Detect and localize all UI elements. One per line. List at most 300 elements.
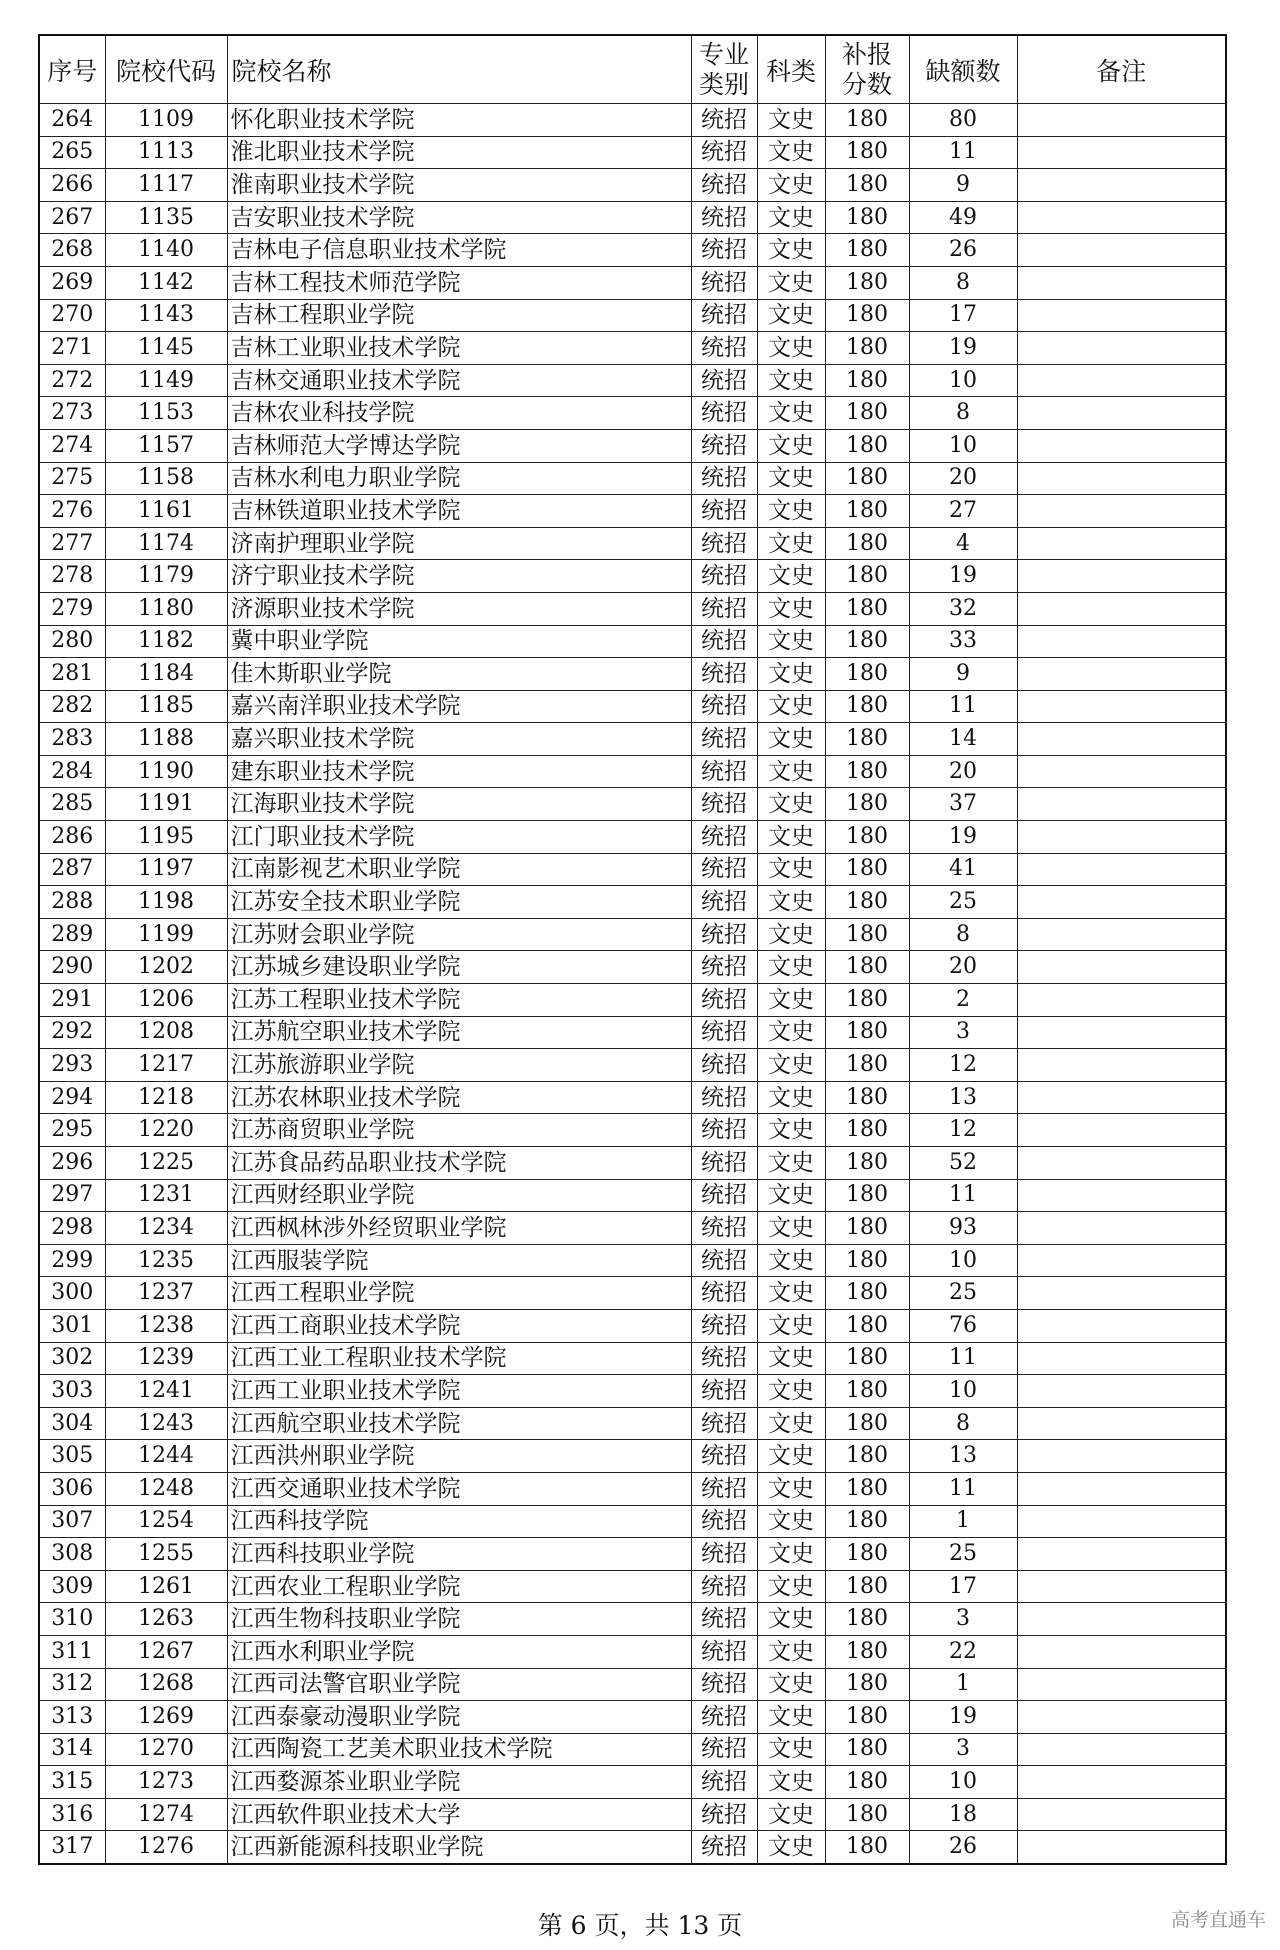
cell-vacancy: 14 [909, 723, 1017, 756]
cell-vacancy: 17 [909, 1570, 1017, 1603]
cell-cat: 统招 [691, 1114, 757, 1147]
cell-seq: 303 [39, 1375, 105, 1408]
table-row [39, 495, 1226, 528]
cell-cat: 统招 [691, 1505, 757, 1538]
cell-remark [1017, 397, 1226, 430]
cell-code: 1158 [105, 462, 227, 495]
cell-remark [1017, 1603, 1226, 1636]
table-row [39, 788, 1226, 821]
cell-remark [1017, 364, 1226, 397]
header-subject: 科类 [757, 35, 825, 104]
header-score-line1: 补报 [841, 39, 892, 69]
cell-remark [1017, 755, 1226, 788]
cell-remark [1017, 201, 1226, 234]
cell-code: 1220 [105, 1114, 227, 1147]
table-row [39, 1212, 1226, 1245]
header-code: 院校代码 [105, 35, 227, 104]
cell-seq: 309 [39, 1570, 105, 1603]
cell-cat: 统招 [691, 1570, 757, 1603]
cell-cat: 统招 [691, 1766, 757, 1799]
cell-subj: 文史 [757, 1309, 825, 1342]
cell-score: 180 [825, 429, 909, 462]
cell-name: 江西工程职业学院 [227, 1277, 691, 1310]
header-category [691, 35, 757, 104]
cell-cat: 统招 [691, 364, 757, 397]
table-row [39, 201, 1226, 234]
cell-score: 180 [825, 1538, 909, 1571]
cell-cat: 统招 [691, 755, 757, 788]
cell-seq: 311 [39, 1635, 105, 1668]
cell-cat: 统招 [691, 1375, 757, 1408]
cell-vacancy: 19 [909, 821, 1017, 854]
cell-code: 1195 [105, 821, 227, 854]
cell-subj: 文史 [757, 1277, 825, 1310]
table-row [39, 1798, 1226, 1831]
table-row [39, 299, 1226, 332]
cell-subj: 文史 [757, 560, 825, 593]
cell-name: 佳木斯职业学院 [227, 658, 691, 691]
cell-code: 1268 [105, 1668, 227, 1701]
cell-cat: 统招 [691, 918, 757, 951]
cell-remark [1017, 1505, 1226, 1538]
cell-vacancy: 1 [909, 1668, 1017, 1701]
cell-score: 180 [825, 1570, 909, 1603]
table-row [39, 951, 1226, 984]
cell-code: 1244 [105, 1440, 227, 1473]
cell-remark [1017, 1081, 1226, 1114]
table-row [39, 1407, 1226, 1440]
cell-name: 江西工商职业技术学院 [227, 1309, 691, 1342]
cell-cat: 统招 [691, 1212, 757, 1245]
table-row [39, 723, 1226, 756]
cell-seq: 265 [39, 136, 105, 169]
cell-remark [1017, 1440, 1226, 1473]
cell-cat: 统招 [691, 1668, 757, 1701]
cell-name: 江西工业工程职业技术学院 [227, 1342, 691, 1375]
cell-vacancy: 8 [909, 397, 1017, 430]
cell-seq: 317 [39, 1831, 105, 1864]
table-row [39, 429, 1226, 462]
cell-name: 嘉兴南洋职业技术学院 [227, 690, 691, 723]
cell-score: 180 [825, 332, 909, 365]
cell-score: 180 [825, 1212, 909, 1245]
cell-code: 1267 [105, 1635, 227, 1668]
cell-name: 江苏安全技术职业学院 [227, 886, 691, 919]
header-name: 院校名称 [227, 35, 691, 104]
cell-remark [1017, 625, 1226, 658]
cell-name: 建东职业技术学院 [227, 755, 691, 788]
cell-vacancy: 49 [909, 201, 1017, 234]
cell-subj: 文史 [757, 266, 825, 299]
cell-remark [1017, 560, 1226, 593]
cell-name: 江南影视艺术职业学院 [227, 853, 691, 886]
cell-code: 1184 [105, 658, 227, 691]
cell-cat: 统招 [691, 1472, 757, 1505]
cell-cat: 统招 [691, 495, 757, 528]
cell-cat: 统招 [691, 886, 757, 919]
cell-score: 180 [825, 136, 909, 169]
cell-score: 180 [825, 169, 909, 202]
cell-cat: 统招 [691, 1798, 757, 1831]
cell-remark [1017, 1375, 1226, 1408]
cell-subj: 文史 [757, 1668, 825, 1701]
cell-vacancy: 25 [909, 1538, 1017, 1571]
cell-subj: 文史 [757, 984, 825, 1017]
cell-remark [1017, 234, 1226, 267]
cell-code: 1199 [105, 918, 227, 951]
cell-remark [1017, 853, 1226, 886]
cell-subj: 文史 [757, 886, 825, 919]
cell-vacancy: 26 [909, 1831, 1017, 1864]
cell-cat: 统招 [691, 560, 757, 593]
cell-code: 1263 [105, 1603, 227, 1636]
header-score [825, 35, 909, 104]
cell-name: 吉林工程技术师范学院 [227, 266, 691, 299]
cell-code: 1142 [105, 266, 227, 299]
cell-vacancy: 25 [909, 886, 1017, 919]
cell-seq: 304 [39, 1407, 105, 1440]
cell-score: 180 [825, 397, 909, 430]
cell-vacancy: 27 [909, 495, 1017, 528]
cell-seq: 286 [39, 821, 105, 854]
cell-seq: 307 [39, 1505, 105, 1538]
cell-cat: 统招 [691, 1081, 757, 1114]
cell-score: 180 [825, 723, 909, 756]
cell-remark [1017, 1147, 1226, 1180]
cell-name: 冀中职业学院 [227, 625, 691, 658]
table-row [39, 136, 1226, 169]
table-row [39, 1766, 1226, 1799]
cell-vacancy: 10 [909, 1375, 1017, 1408]
cell-seq: 285 [39, 788, 105, 821]
cell-code: 1238 [105, 1309, 227, 1342]
admissions-table [38, 34, 1227, 1865]
cell-seq: 295 [39, 1114, 105, 1147]
cell-code: 1135 [105, 201, 227, 234]
cell-vacancy: 13 [909, 1081, 1017, 1114]
cell-remark [1017, 1701, 1226, 1734]
cell-name: 江西航空职业技术学院 [227, 1407, 691, 1440]
cell-code: 1208 [105, 1016, 227, 1049]
table-row [39, 1277, 1226, 1310]
cell-code: 1149 [105, 364, 227, 397]
cell-remark [1017, 1635, 1226, 1668]
cell-name: 吉安职业技术学院 [227, 201, 691, 234]
table-row [39, 1147, 1226, 1180]
cell-name: 江西科技学院 [227, 1505, 691, 1538]
cell-vacancy: 11 [909, 136, 1017, 169]
cell-subj: 文史 [757, 1375, 825, 1408]
cell-subj: 文史 [757, 1798, 825, 1831]
cell-name: 淮北职业技术学院 [227, 136, 691, 169]
cell-name: 江西司法警官职业学院 [227, 1668, 691, 1701]
cell-name: 江西泰豪动漫职业学院 [227, 1701, 691, 1734]
cell-name: 江苏商贸职业学院 [227, 1114, 691, 1147]
cell-name: 江西科技职业学院 [227, 1538, 691, 1571]
cell-score: 180 [825, 984, 909, 1017]
cell-vacancy: 11 [909, 1179, 1017, 1212]
table-row [39, 397, 1226, 430]
cell-cat: 统招 [691, 1701, 757, 1734]
cell-name: 江西农业工程职业学院 [227, 1570, 691, 1603]
cell-seq: 291 [39, 984, 105, 1017]
cell-vacancy: 19 [909, 560, 1017, 593]
cell-score: 180 [825, 1342, 909, 1375]
cell-code: 1180 [105, 592, 227, 625]
cell-subj: 文史 [757, 1766, 825, 1799]
cell-code: 1188 [105, 723, 227, 756]
cell-name: 嘉兴职业技术学院 [227, 723, 691, 756]
cell-subj: 文史 [757, 495, 825, 528]
cell-subj: 文史 [757, 169, 825, 202]
cell-vacancy: 26 [909, 234, 1017, 267]
cell-remark [1017, 299, 1226, 332]
cell-remark [1017, 1766, 1226, 1799]
cell-seq: 272 [39, 364, 105, 397]
cell-cat: 统招 [691, 527, 757, 560]
cell-cat: 统招 [691, 723, 757, 756]
table-row [39, 1635, 1226, 1668]
table-row [39, 1049, 1226, 1082]
cell-seq: 266 [39, 169, 105, 202]
cell-score: 180 [825, 1701, 909, 1734]
cell-subj: 文史 [757, 136, 825, 169]
cell-code: 1248 [105, 1472, 227, 1505]
table-row [39, 592, 1226, 625]
cell-vacancy: 4 [909, 527, 1017, 560]
cell-code: 1198 [105, 886, 227, 919]
cell-cat: 统招 [691, 625, 757, 658]
cell-remark [1017, 1472, 1226, 1505]
cell-score: 180 [825, 658, 909, 691]
cell-subj: 文史 [757, 690, 825, 723]
cell-code: 1235 [105, 1244, 227, 1277]
cell-seq: 316 [39, 1798, 105, 1831]
cell-seq: 283 [39, 723, 105, 756]
cell-remark [1017, 169, 1226, 202]
cell-code: 1225 [105, 1147, 227, 1180]
cell-seq: 305 [39, 1440, 105, 1473]
cell-subj: 文史 [757, 332, 825, 365]
cell-subj: 文史 [757, 1016, 825, 1049]
cell-seq: 294 [39, 1081, 105, 1114]
cell-remark [1017, 527, 1226, 560]
cell-name: 江西新能源科技职业学院 [227, 1831, 691, 1864]
cell-subj: 文史 [757, 1407, 825, 1440]
cell-code: 1140 [105, 234, 227, 267]
table-row [39, 527, 1226, 560]
cell-score: 180 [825, 853, 909, 886]
cell-vacancy: 8 [909, 266, 1017, 299]
cell-remark [1017, 690, 1226, 723]
cell-cat: 统招 [691, 951, 757, 984]
cell-subj: 文史 [757, 1733, 825, 1766]
cell-name: 江西生物科技职业学院 [227, 1603, 691, 1636]
cell-name: 江苏航空职业技术学院 [227, 1016, 691, 1049]
cell-cat: 统招 [691, 1635, 757, 1668]
cell-seq: 313 [39, 1701, 105, 1734]
cell-seq: 271 [39, 332, 105, 365]
table-body [39, 104, 1226, 1865]
cell-cat: 统招 [691, 299, 757, 332]
cell-subj: 文史 [757, 1440, 825, 1473]
cell-code: 1270 [105, 1733, 227, 1766]
cell-cat: 统招 [691, 1016, 757, 1049]
cell-seq: 292 [39, 1016, 105, 1049]
cell-remark [1017, 592, 1226, 625]
cell-subj: 文史 [757, 1701, 825, 1734]
cell-subj: 文史 [757, 397, 825, 430]
cell-cat: 统招 [691, 1733, 757, 1766]
cell-vacancy: 12 [909, 1114, 1017, 1147]
cell-score: 180 [825, 886, 909, 919]
cell-score: 180 [825, 1179, 909, 1212]
table-row [39, 1570, 1226, 1603]
table-row [39, 1603, 1226, 1636]
cell-cat: 统招 [691, 332, 757, 365]
cell-vacancy: 19 [909, 332, 1017, 365]
cell-name: 江西水利职业学院 [227, 1635, 691, 1668]
table-row [39, 1114, 1226, 1147]
cell-cat: 统招 [691, 1049, 757, 1082]
cell-name: 江苏食品药品职业技术学院 [227, 1147, 691, 1180]
cell-code: 1109 [105, 104, 227, 137]
cell-score: 180 [825, 1831, 909, 1864]
cell-remark [1017, 1570, 1226, 1603]
cell-remark [1017, 1668, 1226, 1701]
cell-score: 180 [825, 1766, 909, 1799]
cell-code: 1206 [105, 984, 227, 1017]
cell-subj: 文史 [757, 1244, 825, 1277]
cell-remark [1017, 658, 1226, 691]
cell-code: 1197 [105, 853, 227, 886]
cell-name: 江西财经职业学院 [227, 1179, 691, 1212]
cell-score: 180 [825, 1016, 909, 1049]
cell-remark [1017, 1244, 1226, 1277]
cell-seq: 296 [39, 1147, 105, 1180]
cell-vacancy: 18 [909, 1798, 1017, 1831]
cell-vacancy: 3 [909, 1016, 1017, 1049]
table-row [39, 462, 1226, 495]
cell-vacancy: 20 [909, 951, 1017, 984]
table-row [39, 886, 1226, 919]
cell-score: 180 [825, 1309, 909, 1342]
cell-code: 1145 [105, 332, 227, 365]
cell-score: 180 [825, 560, 909, 593]
cell-remark [1017, 821, 1226, 854]
cell-seq: 293 [39, 1049, 105, 1082]
table-row [39, 104, 1226, 137]
cell-vacancy: 11 [909, 690, 1017, 723]
cell-remark [1017, 723, 1226, 756]
page-number: 第 6 页，共 13 页 [537, 1911, 743, 1940]
table-row [39, 364, 1226, 397]
header-vacancy: 缺额数 [909, 35, 1017, 104]
cell-code: 1234 [105, 1212, 227, 1245]
cell-subj: 文史 [757, 1147, 825, 1180]
header-seq: 序号 [39, 35, 105, 104]
cell-vacancy: 37 [909, 788, 1017, 821]
cell-vacancy: 20 [909, 462, 1017, 495]
cell-subj: 文史 [757, 1114, 825, 1147]
cell-cat: 统招 [691, 1277, 757, 1310]
cell-subj: 文史 [757, 104, 825, 137]
table-row [39, 821, 1226, 854]
table-row [39, 1309, 1226, 1342]
cell-score: 180 [825, 1472, 909, 1505]
cell-code: 1273 [105, 1766, 227, 1799]
cell-subj: 文史 [757, 429, 825, 462]
cell-code: 1218 [105, 1081, 227, 1114]
cell-remark [1017, 1407, 1226, 1440]
cell-vacancy: 20 [909, 755, 1017, 788]
cell-subj: 文史 [757, 1081, 825, 1114]
cell-code: 1239 [105, 1342, 227, 1375]
cell-subj: 文史 [757, 1212, 825, 1245]
cell-score: 180 [825, 1147, 909, 1180]
cell-subj: 文史 [757, 951, 825, 984]
cell-code: 1190 [105, 755, 227, 788]
cell-name: 吉林工业职业技术学院 [227, 332, 691, 365]
cell-remark [1017, 1342, 1226, 1375]
table-row [39, 1244, 1226, 1277]
cell-score: 180 [825, 1668, 909, 1701]
cell-cat: 统招 [691, 853, 757, 886]
cell-name: 江西工业职业技术学院 [227, 1375, 691, 1408]
cell-remark [1017, 951, 1226, 984]
cell-code: 1217 [105, 1049, 227, 1082]
cell-score: 180 [825, 1081, 909, 1114]
table-row [39, 755, 1226, 788]
cell-vacancy: 11 [909, 1472, 1017, 1505]
table-row [39, 1831, 1226, 1864]
cell-subj: 文史 [757, 234, 825, 267]
cell-seq: 273 [39, 397, 105, 430]
cell-cat: 统招 [691, 1147, 757, 1180]
cell-score: 180 [825, 462, 909, 495]
cell-name: 济南护理职业学院 [227, 527, 691, 560]
cell-score: 180 [825, 1505, 909, 1538]
cell-subj: 文史 [757, 299, 825, 332]
cell-vacancy: 11 [909, 1342, 1017, 1375]
watermark: 高考直通车 [1170, 1909, 1266, 1931]
cell-seq: 267 [39, 201, 105, 234]
cell-name: 吉林交通职业技术学院 [227, 364, 691, 397]
cell-remark [1017, 1798, 1226, 1831]
cell-cat: 统招 [691, 201, 757, 234]
cell-vacancy: 3 [909, 1603, 1017, 1636]
cell-vacancy: 2 [909, 984, 1017, 1017]
cell-seq: 287 [39, 853, 105, 886]
table-row [39, 1538, 1226, 1571]
cell-subj: 文史 [757, 527, 825, 560]
cell-subj: 文史 [757, 1538, 825, 1571]
table-row [39, 918, 1226, 951]
cell-cat: 统招 [691, 658, 757, 691]
cell-remark [1017, 1538, 1226, 1571]
cell-remark [1017, 1114, 1226, 1147]
cell-cat: 统招 [691, 1440, 757, 1473]
cell-score: 180 [825, 527, 909, 560]
cell-cat: 统招 [691, 266, 757, 299]
cell-code: 1254 [105, 1505, 227, 1538]
cell-name: 江西服装学院 [227, 1244, 691, 1277]
cell-seq: 299 [39, 1244, 105, 1277]
cell-remark [1017, 332, 1226, 365]
cell-vacancy: 19 [909, 1701, 1017, 1734]
cell-seq: 314 [39, 1733, 105, 1766]
cell-remark [1017, 918, 1226, 951]
